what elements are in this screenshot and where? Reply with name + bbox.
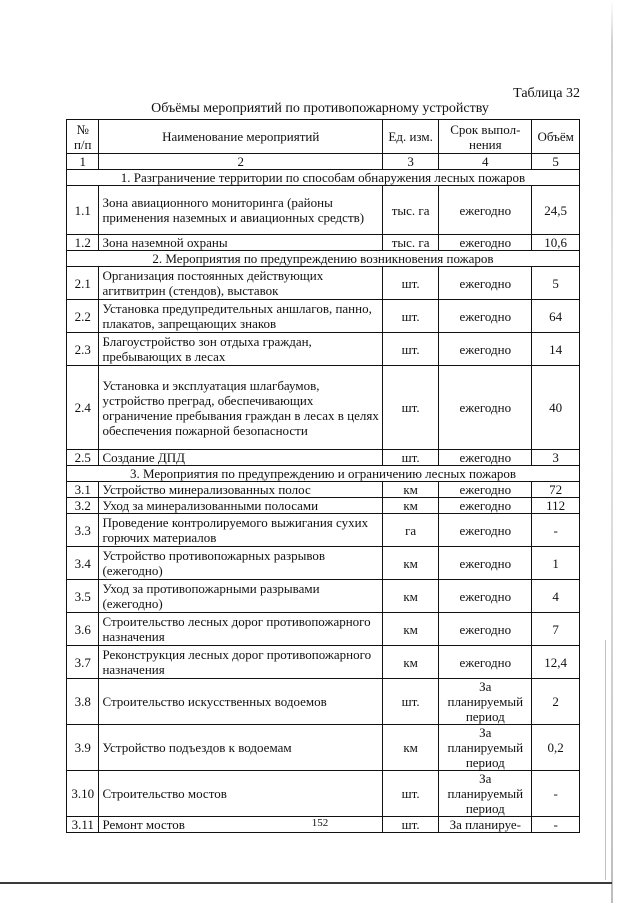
row-number: 2.4 xyxy=(67,366,99,450)
term-cell: ежегодно xyxy=(439,482,532,498)
term-cell: ежегодно xyxy=(439,235,532,251)
section-row xyxy=(67,466,580,482)
section-row xyxy=(67,170,580,186)
unit-cell: шт. xyxy=(383,333,439,366)
table-row xyxy=(67,235,580,251)
row-number: 3.9 xyxy=(67,725,99,771)
measure-name: Реконструкция лесных дорог противопожарного назначения xyxy=(99,646,383,679)
fire-measures-table xyxy=(66,119,580,833)
term-cell: ежегодно xyxy=(439,547,532,580)
volume-cell: 2 xyxy=(532,679,580,725)
row-number: 3.2 xyxy=(67,498,99,514)
unit-cell: шт. xyxy=(383,771,439,817)
table-row xyxy=(67,450,580,466)
unit-cell: км xyxy=(383,547,439,580)
header-cell: Ед. изм. xyxy=(383,120,439,154)
term-cell: ежегодно xyxy=(439,186,532,235)
table-number: Таблица 32 xyxy=(513,86,580,101)
header-cell: Объём xyxy=(532,120,580,154)
unit-cell: шт. xyxy=(383,300,439,333)
table-row xyxy=(67,333,580,366)
header-cell: Срок выпол-нения xyxy=(439,120,532,154)
page-number: 152 xyxy=(311,817,329,829)
measure-name: Устройство противопожарных разрывов (ежегодно) xyxy=(99,547,383,580)
column-number: 3 xyxy=(383,154,439,170)
term-cell: ежегодно xyxy=(439,300,532,333)
measure-name: Устройство подъездов к водоемам xyxy=(99,725,383,771)
measure-name: Создание ДПД xyxy=(99,450,383,466)
measure-name: Уход за противопожарными разрывами (ежегодно) xyxy=(99,580,383,613)
row-number: 1.1 xyxy=(67,186,99,235)
row-number: 2.5 xyxy=(67,450,99,466)
row-number: 2.3 xyxy=(67,333,99,366)
volume-cell: 0,2 xyxy=(532,725,580,771)
table-row xyxy=(67,771,580,817)
column-number: 1 xyxy=(67,154,99,170)
table-row xyxy=(67,300,580,333)
term-cell: ежегодно xyxy=(439,580,532,613)
volume-cell: - xyxy=(532,514,580,547)
term-cell: ежегодно xyxy=(439,333,532,366)
table-row xyxy=(67,547,580,580)
term-cell: ежегодно xyxy=(439,613,532,646)
column-number: 5 xyxy=(532,154,580,170)
section-title: 3. Мероприятия по предупреждению и ограничению лесных пожаров xyxy=(67,466,580,482)
table-row xyxy=(67,366,580,450)
volume-cell: 3 xyxy=(532,450,580,466)
volume-cell: 24,5 xyxy=(532,186,580,235)
measure-name: Проведение контролируемого выжигания сухих горючих материалов xyxy=(99,514,383,547)
row-number: 2.2 xyxy=(67,300,99,333)
unit-cell: шт. xyxy=(383,817,439,833)
measure-name: Благоустройство зон отдыха граждан, пребывающих в лесах xyxy=(99,333,383,366)
volume-cell: 7 xyxy=(532,613,580,646)
unit-cell: шт. xyxy=(383,450,439,466)
unit-cell: км xyxy=(383,613,439,646)
measure-name: Организация постоянных действующих агитвитрин (стендов), выставок xyxy=(99,267,383,300)
header-row xyxy=(67,120,580,154)
column-number-row xyxy=(67,154,580,170)
term-cell: За планируемый период xyxy=(439,771,532,817)
unit-cell: тыс. га xyxy=(383,235,439,251)
volume-cell: - xyxy=(532,771,580,817)
measure-name: Ремонт мостов xyxy=(99,817,383,833)
measure-name: Строительство искусственных водоемов xyxy=(99,679,383,725)
measure-name: Установка предупредительных аншлагов, панно, плакатов, запрещающих знаков xyxy=(99,300,383,333)
unit-cell: км xyxy=(383,482,439,498)
volume-cell: 4 xyxy=(532,580,580,613)
term-cell: ежегодно xyxy=(439,646,532,679)
table-row xyxy=(67,498,580,514)
scan-edge xyxy=(605,640,606,880)
unit-cell: шт. xyxy=(383,679,439,725)
row-number: 1.2 xyxy=(67,235,99,251)
header-cell: № п/п xyxy=(67,120,99,154)
measure-name: Зона наземной охраны xyxy=(99,235,383,251)
term-cell: За планируемый период xyxy=(439,679,532,725)
table-row xyxy=(67,613,580,646)
volume-cell: - xyxy=(532,817,580,833)
unit-cell: км xyxy=(383,580,439,613)
term-cell: ежегодно xyxy=(439,450,532,466)
section-title: 2. Мероприятия по предупреждению возникновения пожаров xyxy=(67,251,580,267)
section-title: 1. Разграничение территории по способам обнаружения лесных пожаров xyxy=(67,170,580,186)
column-number: 2 xyxy=(99,154,383,170)
scan-edge xyxy=(611,0,613,903)
volume-cell: 112 xyxy=(532,498,580,514)
row-number: 3.6 xyxy=(67,613,99,646)
unit-cell: шт. xyxy=(383,366,439,450)
volume-cell: 1 xyxy=(532,547,580,580)
table-row xyxy=(67,514,580,547)
table-row xyxy=(67,580,580,613)
row-number: 2.1 xyxy=(67,267,99,300)
row-number: 3.1 xyxy=(67,482,99,498)
table-row xyxy=(67,679,580,725)
volume-cell: 10,6 xyxy=(532,235,580,251)
unit-cell: тыс. га xyxy=(383,186,439,235)
scan-edge xyxy=(0,882,612,884)
row-number: 3.8 xyxy=(67,679,99,725)
unit-cell: км xyxy=(383,646,439,679)
row-number: 3.7 xyxy=(67,646,99,679)
column-number: 4 xyxy=(439,154,532,170)
term-cell: ежегодно xyxy=(439,514,532,547)
measure-name: Устройство минерализованных полос xyxy=(99,482,383,498)
row-number: 3.3 xyxy=(67,514,99,547)
volume-cell: 12,4 xyxy=(532,646,580,679)
measure-name: Строительство лесных дорог противопожарного назначения xyxy=(99,613,383,646)
unit-cell: км xyxy=(383,498,439,514)
term-cell: За планируемый период xyxy=(439,725,532,771)
volume-cell: 64 xyxy=(532,300,580,333)
table-row xyxy=(67,646,580,679)
measure-name: Уход за минерализованными полосами xyxy=(99,498,383,514)
table-title: Объёмы мероприятий по противопожарному устройству xyxy=(151,101,489,116)
table-row xyxy=(67,725,580,771)
unit-cell: км xyxy=(383,725,439,771)
term-cell: ежегодно xyxy=(439,366,532,450)
volume-cell: 72 xyxy=(532,482,580,498)
volume-cell: 5 xyxy=(532,267,580,300)
unit-cell: га xyxy=(383,514,439,547)
measure-name: Строительство мостов xyxy=(99,771,383,817)
row-number: 3.10 xyxy=(67,771,99,817)
term-cell: ежегодно xyxy=(439,267,532,300)
row-number: 3.11 xyxy=(67,817,99,833)
row-number: 3.5 xyxy=(67,580,99,613)
table-row xyxy=(67,186,580,235)
unit-cell: шт. xyxy=(383,267,439,300)
measure-name: Зона авиационного мониторинга (районы применения наземных и авиационных средств) xyxy=(99,186,383,235)
term-cell: За планируе- xyxy=(439,817,532,833)
section-row xyxy=(67,251,580,267)
row-number: 3.4 xyxy=(67,547,99,580)
table-row xyxy=(67,482,580,498)
header-cell: Наименование мероприятий xyxy=(99,120,383,154)
measure-name: Установка и эксплуатация шлагбаумов, устройство преград, обеспечивающих ограничение пребывания граждан в лесах в целях обеспечения пожарной безопасности xyxy=(99,366,383,450)
volume-cell: 40 xyxy=(532,366,580,450)
volume-cell: 14 xyxy=(532,333,580,366)
table-row xyxy=(67,267,580,300)
term-cell: ежегодно xyxy=(439,498,532,514)
